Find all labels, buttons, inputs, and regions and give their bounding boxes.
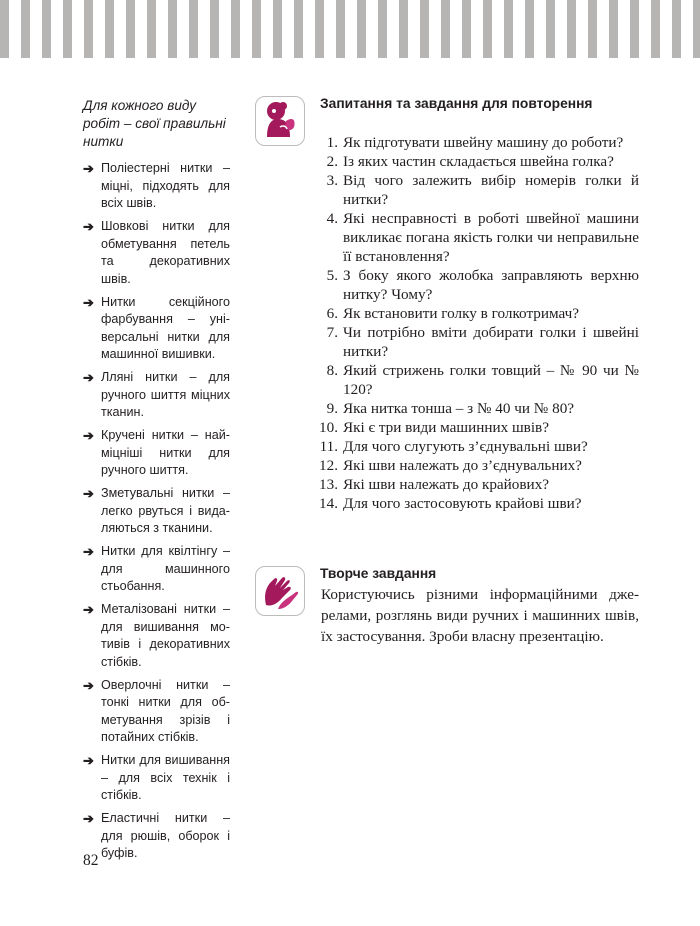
arrow-icon: ➔ bbox=[83, 602, 94, 617]
creative-text: Користуючись різними інформаційними джерелами, розглянь види ручних і машинних швів, їх застосування. Зроби власну презентацію. bbox=[321, 586, 639, 645]
sidebar-note-text: Нитки для квілтінгу – для машинного стьобання. bbox=[101, 544, 230, 593]
question-item bbox=[309, 456, 639, 475]
sidebar-note bbox=[83, 160, 230, 213]
question-item bbox=[309, 323, 639, 361]
question-text: Які шви належать до з’єднувальних? bbox=[343, 457, 582, 474]
question-item bbox=[309, 494, 639, 513]
sidebar-note-text: Лляні нитки – для ручного шиття міцних тканин. bbox=[101, 370, 230, 419]
sidebar-notes bbox=[83, 160, 230, 863]
arrow-icon: ➔ bbox=[83, 811, 94, 826]
sidebar-note bbox=[83, 677, 230, 747]
sidebar-note-text: Зметувальні нитки – легко рвуться і видаляються з тканини. bbox=[101, 486, 230, 535]
question-number: 5. bbox=[326, 267, 338, 284]
question-item bbox=[309, 152, 639, 171]
question-text: З боку якого жолобка заправляють верхню нитку? Чому? bbox=[343, 267, 639, 303]
arrow-icon: ➔ bbox=[83, 370, 94, 385]
creative-heading: Творче завдання bbox=[320, 566, 437, 581]
question-number: 7. bbox=[326, 324, 338, 341]
question-text: Із яких частин складається швейна голка? bbox=[343, 153, 614, 170]
sidebar-note bbox=[83, 485, 230, 538]
sidebar-note-text: Металізовані нитки – для вишивання мотивів і декоративних стібків. bbox=[101, 602, 230, 669]
sidebar-note bbox=[83, 543, 230, 596]
arrow-icon: ➔ bbox=[83, 753, 94, 768]
question-number: 3. bbox=[326, 172, 338, 189]
questions-list bbox=[309, 133, 639, 513]
sidebar-note-text: Нитки для вишивання – для всіх технік і стібків. bbox=[101, 753, 230, 802]
arrow-icon: ➔ bbox=[83, 486, 94, 501]
question-item bbox=[309, 209, 639, 266]
arrow-icon: ➔ bbox=[83, 219, 94, 234]
sidebar-note bbox=[83, 218, 230, 288]
question-number: 8. bbox=[326, 362, 338, 379]
question-text: Від чого залежить вибір номерів голки й нитки? bbox=[343, 172, 639, 208]
arrow-icon: ➔ bbox=[83, 428, 94, 443]
girl-thinking-icon bbox=[255, 96, 305, 146]
question-number: 13. bbox=[319, 476, 338, 493]
sidebar-note-text: Кручені нитки – найміцніші нитки для ручного шиття. bbox=[101, 428, 230, 477]
question-number: 4. bbox=[326, 210, 338, 227]
question-number: 1. bbox=[326, 134, 338, 151]
page-number: 82 bbox=[83, 852, 99, 869]
question-text: Які шви належать до крайових? bbox=[343, 476, 550, 493]
arrow-icon: ➔ bbox=[83, 677, 94, 693]
question-number: 11. bbox=[319, 438, 338, 455]
question-number: 12. bbox=[319, 457, 338, 474]
question-text: Яка нитка тонша – з № 40 чи № 80? bbox=[343, 400, 575, 417]
arrow-icon: ➔ bbox=[83, 544, 94, 559]
question-item bbox=[309, 399, 639, 418]
question-item bbox=[309, 266, 639, 304]
question-number: 2. bbox=[326, 153, 338, 170]
question-number: 6. bbox=[326, 305, 338, 322]
sidebar-note bbox=[83, 427, 230, 480]
question-item bbox=[309, 171, 639, 209]
arrow-icon: ➔ bbox=[83, 161, 94, 176]
question-text: Як підготувати швейну машину до роботи? bbox=[343, 134, 624, 151]
question-item bbox=[309, 133, 639, 152]
question-text: Які несправності в роботі швейної машини викликає погана якість голки чи неправильне її встановлення? bbox=[343, 210, 639, 265]
question-item bbox=[309, 437, 639, 456]
sidebar-note bbox=[83, 810, 230, 863]
question-text: Для чого слугують з’єднувальні шви? bbox=[343, 438, 588, 455]
question-text: Для чого застосовують крайові шви? bbox=[343, 495, 582, 512]
question-number: 14. bbox=[319, 495, 338, 512]
question-text: Які є три види машинних швів? bbox=[343, 419, 549, 436]
sidebar-note-text: Нитки секційного фарбування – універсальні нитки для машинної вишивки. bbox=[101, 294, 230, 361]
question-item bbox=[309, 418, 639, 437]
sidebar-note-text: Поліестерні нитки – міцні, підходять для всіх швів. bbox=[101, 161, 230, 210]
question-text: Який стрижень голки товщий – № 90 чи № 120? bbox=[343, 362, 639, 398]
question-number: 9. bbox=[326, 400, 338, 417]
sidebar-note-text: Шовкові нитки для обметування петель та декоративних швів. bbox=[101, 219, 230, 286]
arrow-icon: ➔ bbox=[83, 294, 94, 310]
sidebar-note-text: Еластичні нитки – для рюшів, оборок і буфів. bbox=[101, 811, 230, 860]
sidebar-note bbox=[83, 294, 230, 364]
sidebar bbox=[83, 97, 230, 868]
sidebar-note-text: Оверлочні нитки – тонкі нитки для обметування зрізів і потайних стібків. bbox=[101, 677, 230, 744]
sidebar-note bbox=[83, 752, 230, 805]
sidebar-note bbox=[83, 601, 230, 671]
question-item bbox=[309, 361, 639, 399]
header-stripes bbox=[0, 0, 700, 58]
question-item bbox=[309, 475, 639, 494]
question-item bbox=[309, 304, 639, 323]
questions-heading: Запитання та завдання для повторення bbox=[320, 96, 593, 111]
sidebar-note bbox=[83, 369, 230, 422]
question-number: 10. bbox=[319, 419, 338, 436]
sidebar-title: Для кожного виду робіт – свої правильні нитки bbox=[83, 98, 226, 149]
question-text: Як встановити голку в голкотримач? bbox=[343, 305, 580, 322]
hands-icon bbox=[255, 566, 305, 616]
question-text: Чи потрібно вміти добирати голки і швейні нитки? bbox=[343, 324, 639, 360]
